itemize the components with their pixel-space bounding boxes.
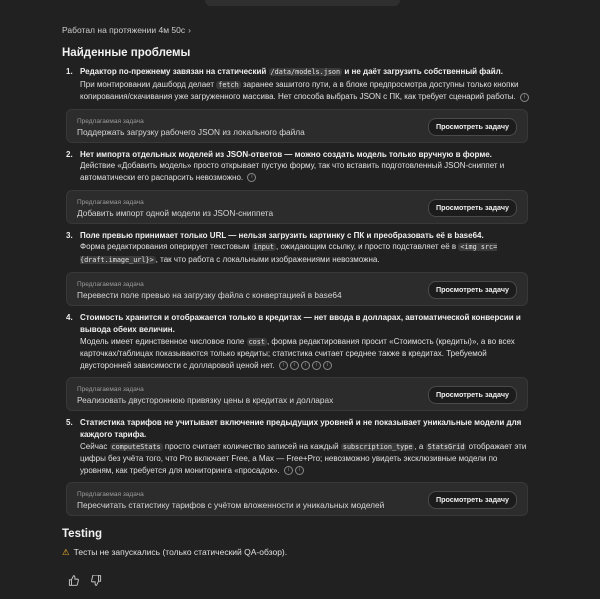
issue-number: 5. [66,418,73,428]
view-task-button[interactable]: Просмотреть задачу [428,199,517,217]
found-problems-heading: Найденные проблемы [62,47,191,59]
task-label: Предлагаемая задача [77,117,144,125]
issue-number: 3. [66,230,73,240]
suggested-task-card [66,272,528,306]
citation-icon[interactable]: i [323,361,332,370]
issue-title: Редактор по-прежнему завязан на статический [80,67,267,76]
citation-icon[interactable]: i [247,173,256,182]
message-actions [68,575,112,588]
view-task-button[interactable]: Просмотреть задачу [428,386,517,404]
task-label: Предлагаемая задача [77,386,144,394]
view-task-button[interactable]: Просмотреть задачу [428,281,517,299]
issue-number: 1. [66,67,73,76]
issue-body: Действие «Добавить модель» просто открывает пустую форму, так что вставить подготовленный JSON-сниппет и автоматически его распарсить невозможно. [80,161,505,182]
issue-body-cont: , ожидающим ссылку, и просто подставляет её в [276,242,457,252]
issue-title-tail: и не даёт загрузить собственный файл. [344,67,503,76]
inline-code: subscription_type [342,442,413,451]
suggested-task-card [66,109,528,143]
citation-icon[interactable]: i [290,361,299,370]
citation-icon[interactable]: i [520,93,529,102]
issue-item [62,312,532,411]
issues-list [62,66,532,522]
issue-body-cont: , форма редактирования просит «Стоимость (кредиты)», а во всех карточках/таблицах показываются только кредиты; статистика считает среднее также в кредитах. Требуемой двусторонней зависимости с долларовой ценой нет. [80,336,515,370]
inline-code: computeStats [111,442,161,451]
chevron-right-icon: › [188,25,191,35]
suggested-task-card [66,190,528,224]
testing-status [62,547,287,558]
testing-heading: Testing [62,528,103,540]
task-label: Предлагаемая задача [77,281,144,289]
suggested-task-card [66,377,528,411]
inline-code: input [253,243,274,252]
issue-body: Сейчас [80,441,108,451]
citation-icon[interactable]: i [279,361,288,370]
issue-number: 4. [66,313,73,323]
inline-code: cost [248,337,265,346]
issue-body: Модель имеет единственное числовое поле [80,336,245,346]
issue-title: Стоимость хранится и отображается только в кредитах — нет ввода в долларах, автоматической конверсии и вывода обеих величин. [80,313,521,334]
issue-title: Статистика тарифов не учитывает включение предыдущих уровней и не показывает уникальные модели для каждого тарифа. [80,418,522,439]
task-title: Поддержать загрузку рабочего JSON из локального файла [77,126,305,137]
issue-body-cont2: , а [414,441,424,451]
task-label: Предлагаемая задача [77,491,144,499]
warning-icon: ⚠ [62,547,70,557]
issue-body: При монтировании дашборд делает [80,79,215,89]
issue-number: 2. [66,149,73,159]
issue-item [62,230,532,307]
suggested-task-card [66,482,528,516]
task-title: Перевести поле превью на загрузку файла с конвертацией в base64 [77,290,342,301]
issue-title: Нет импорта отдельных моделей из JSON-ответов — можно создать модель только вручную в форме. [80,149,492,159]
issue-item [62,149,532,224]
thumbs-up-icon[interactable] [68,575,79,588]
worked-duration-label: Работал на протяжении 4м 50с [62,25,186,35]
inline-code: <img src={draft.image_url}> [80,243,498,264]
view-task-button[interactable]: Просмотреть задачу [428,118,517,136]
issue-body-cont: заранее зашитого пути, а в блоке предпросмотра доступны только кнопки копирования/скачивания уже загруженного массива. Нет способа выбрать JSON с ПК, как требует сценарий работы. [80,79,519,102]
issue-body-tail: отображает эти цифры без учёта того, что Pro включает Free, а Max — Free+Pro; невозможно увидеть эксклюзивные модели по уровням, как требуется для мониторинга «просадок». [80,441,527,475]
citation-icon[interactable]: i [312,361,321,370]
task-title: Добавить импорт одной модели из JSON-сниппета [77,207,274,218]
task-title: Реализовать двустороннюю привязку цены в кредитах и долларах [77,395,334,406]
inline-code: fetch [218,80,239,89]
citation-icon[interactable]: i [295,466,304,475]
issue-body-tail: , так что работа с локальными изображениями невозможна. [155,254,380,264]
issue-title: Поле превью принимает только URL — нельзя загрузить картинку с ПК и преобразовать её в base64. [80,230,484,240]
issue-body: Форма редактирования оперирует текстовым [80,242,250,252]
task-title: Пересчитать статистику тарифов с учётом вложенности и уникальных моделей [77,500,385,511]
testing-text: Тесты не запускались (только статический QA-обзор). [73,547,288,557]
previous-message-edge [205,0,400,6]
worked-duration-toggle[interactable] [62,25,191,35]
inline-code: StatsGrid [427,442,465,451]
citation-icon[interactable]: i [284,466,293,475]
citation-icon[interactable]: i [301,361,310,370]
issue-body-cont: просто считает количество записей на каждый [164,441,339,451]
thumbs-down-icon[interactable] [91,575,102,588]
view-task-button[interactable]: Просмотреть задачу [428,491,517,509]
issue-item [62,417,532,516]
task-label: Предлагаемая задача [77,198,144,206]
issue-item [62,66,532,143]
inline-code: /data/models.json [270,68,341,76]
